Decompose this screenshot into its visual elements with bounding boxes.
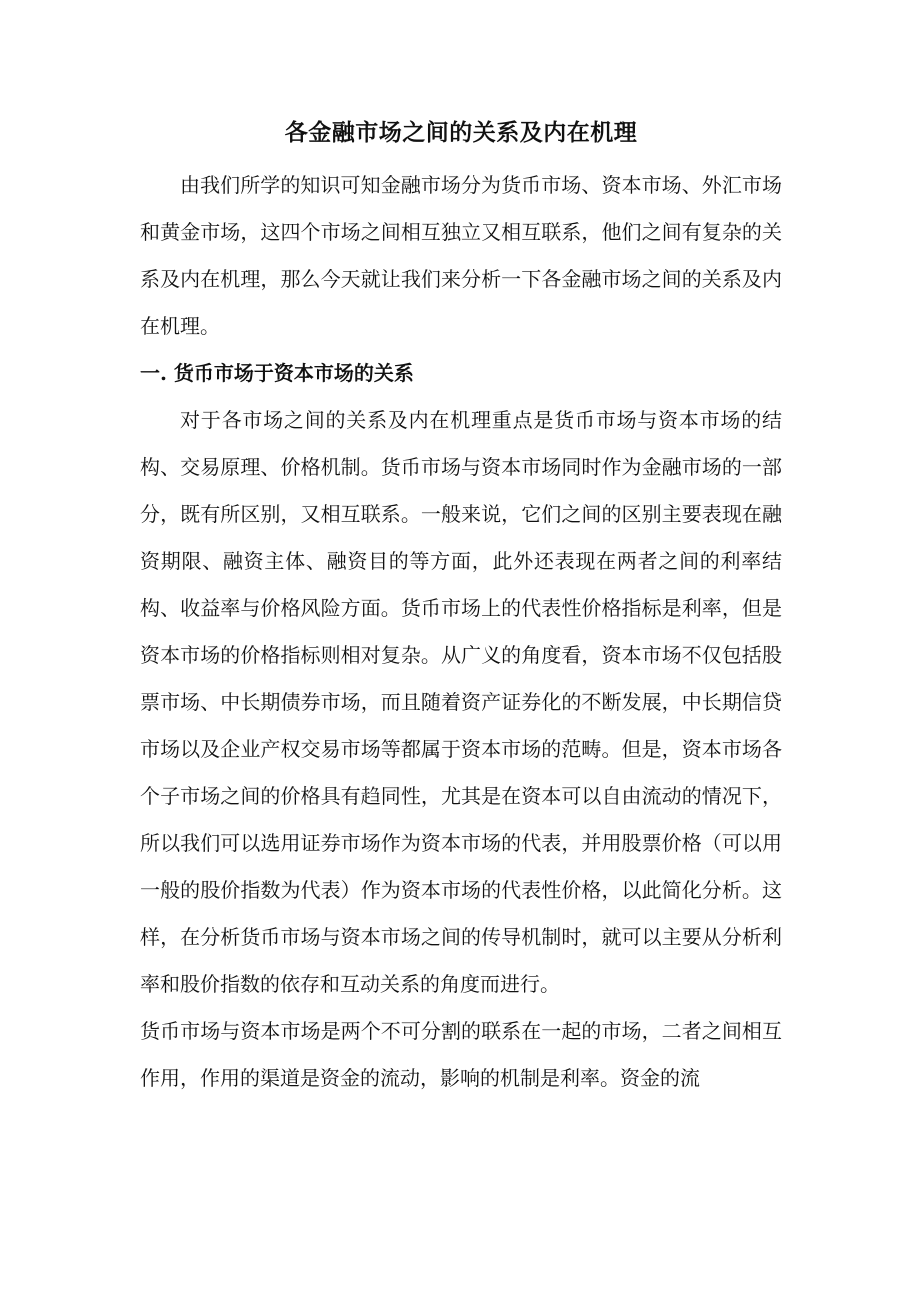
document-page bbox=[140, 116, 782, 1102]
body-paragraph-1: 对于各市场之间的关系及内在机理重点是货币市场与资本市场的结构、交易原理、价格机制。货币市场与资本市场同时作为金融市场的一部分，既有所区别，又相互联系。一般来说，它们之间的区别主要表现在融资期限、融资主体、融资目的等方面，此外还表现在两者之间的利率结构、收益率与价格风险方面。货币市场上的代表性价格指标是利率，但是资本市场的价格指标则相对复杂。从广义的角度看，资本市场不仅包括股票市场、中长期债券市场，而且随着资产证券化的不断发展，中长期信贷市场以及企业产权交易市场等都属于资本市场的范畴。但是，资本市场各个子市场之间的价格具有趋同性，尤其是在资本可以自由流动的情况下，所以我们可以选用证券市场作为资本市场的代表，并用股票价格（可以用一般的股价指数为代表）作为资本市场的代表性价格，以此简化分析。这样，在分析货币市场与资本市场之间的传导机制时，就可以主要从分析利率和股价指数的依存和互动关系的角度而进行。 bbox=[140, 408, 782, 996]
body-paragraph-2: 货币市场与资本市场是两个不可分割的联系在一起的市场，二者之间相互作用，作用的渠道是资金的流动，影响的机制是利率。资金的流 bbox=[140, 1019, 782, 1090]
section-heading: 一. 货币市场于资本市场的关系 bbox=[140, 361, 414, 385]
intro-paragraph: 由我们所学的知识可知金融市场分为货币市场、资本市场、外汇市场和黄金市场，这四个市场之间相互独立又相互联系，他们之间有复杂的关系及内在机理，那么今天就让我们来分析一下各金融市场之间的关系及内在机理。 bbox=[140, 173, 782, 338]
document-title: 各金融市场之间的关系及内在机理 bbox=[284, 119, 638, 146]
